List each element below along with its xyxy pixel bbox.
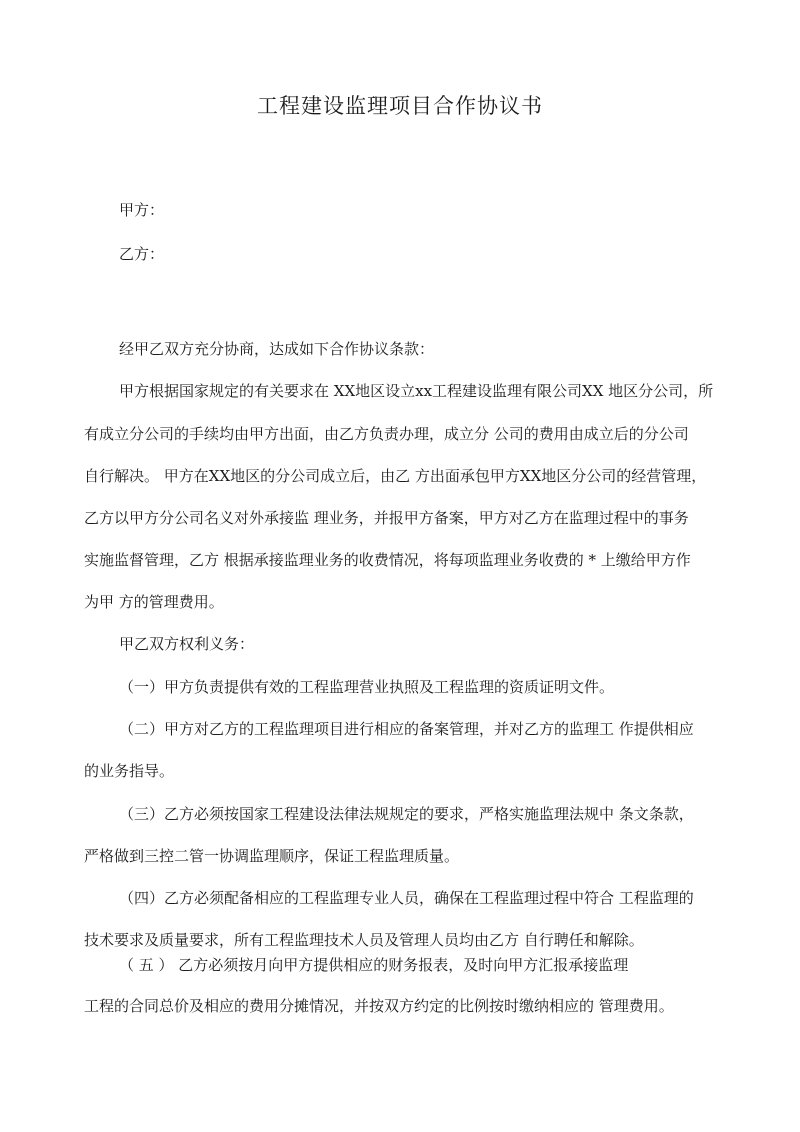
document-title: 工程建设监理项目合作协议书 bbox=[257, 94, 543, 118]
clause-5-line: （ 五 ） 乙方必须按月向甲方提供相应的财务报表，及时向甲方汇报承接监理 bbox=[119, 956, 629, 974]
paragraph-1-line: 乙方以甲方分公司名义对外承接监 理业务，并报甲方备案，甲方对乙方在监理过程中的事务 bbox=[84, 509, 689, 527]
paragraph-1-line: 自行解决。 甲方在XX地区的分公司成立后，由乙 方出面承包甲方XX地区分公司的经营管理， bbox=[84, 467, 707, 485]
paragraph-1-line: 为甲 方的管理费用。 bbox=[84, 593, 224, 611]
clause-3-line: 严格做到三控二管一协调监理顺序，保证工程监理质量。 bbox=[84, 847, 460, 865]
paragraph-1-line: 实施监督管理，乙方 根据承接监理业务的收费情况，将每项监理业务收费的 * 上缴给甲方作 bbox=[84, 551, 691, 569]
intro-paragraph: 经甲乙双方充分协商，达成如下合作协议条款： bbox=[119, 340, 435, 358]
party-b-label: 乙方： bbox=[119, 245, 165, 263]
rights-heading: 甲乙双方权利义务： bbox=[119, 635, 255, 653]
clause-2-line: 的业务指导。 bbox=[84, 762, 175, 780]
clause-5-line: 工程的合同总价及相应的费用分摊情况，并按双方约定的比例按时缴纳相应的 管理费用。 bbox=[84, 997, 674, 1015]
party-a-label: 甲方： bbox=[119, 201, 165, 219]
paragraph-1-line: 有成立分公司的手续均由甲方出面，由乙方负责办理，成立分 公司的费用由成立后的分公司 bbox=[84, 425, 689, 443]
clause-3-line: （三）乙方必须按国家工程建设法律法规规定的要求，严格实施监理法规中 条文条款， bbox=[119, 805, 694, 823]
clause-1: （一）甲方负责提供有效的工程监理营业执照及工程监理的资质证明文件。 bbox=[119, 678, 615, 696]
clause-4-line: （四）乙方必须配备相应的工程监理专业人员，确保在工程监理过程中符合 工程监理的 bbox=[119, 889, 694, 907]
paragraph-1-line: 甲方根据国家规定的有关要求在 XX地区设立xx工程建设监理有限公司XX 地区分公司，所 bbox=[119, 382, 714, 400]
clause-2-line: （二）甲方对乙方的工程监理项目进行相应的备案管理，并对乙方的监理工 作提供相应 bbox=[119, 720, 694, 738]
clause-4-line: 技术要求及质量要求，所有工程监理技术人员及管理人员均由乙方 自行聘任和解除。 bbox=[84, 931, 644, 949]
